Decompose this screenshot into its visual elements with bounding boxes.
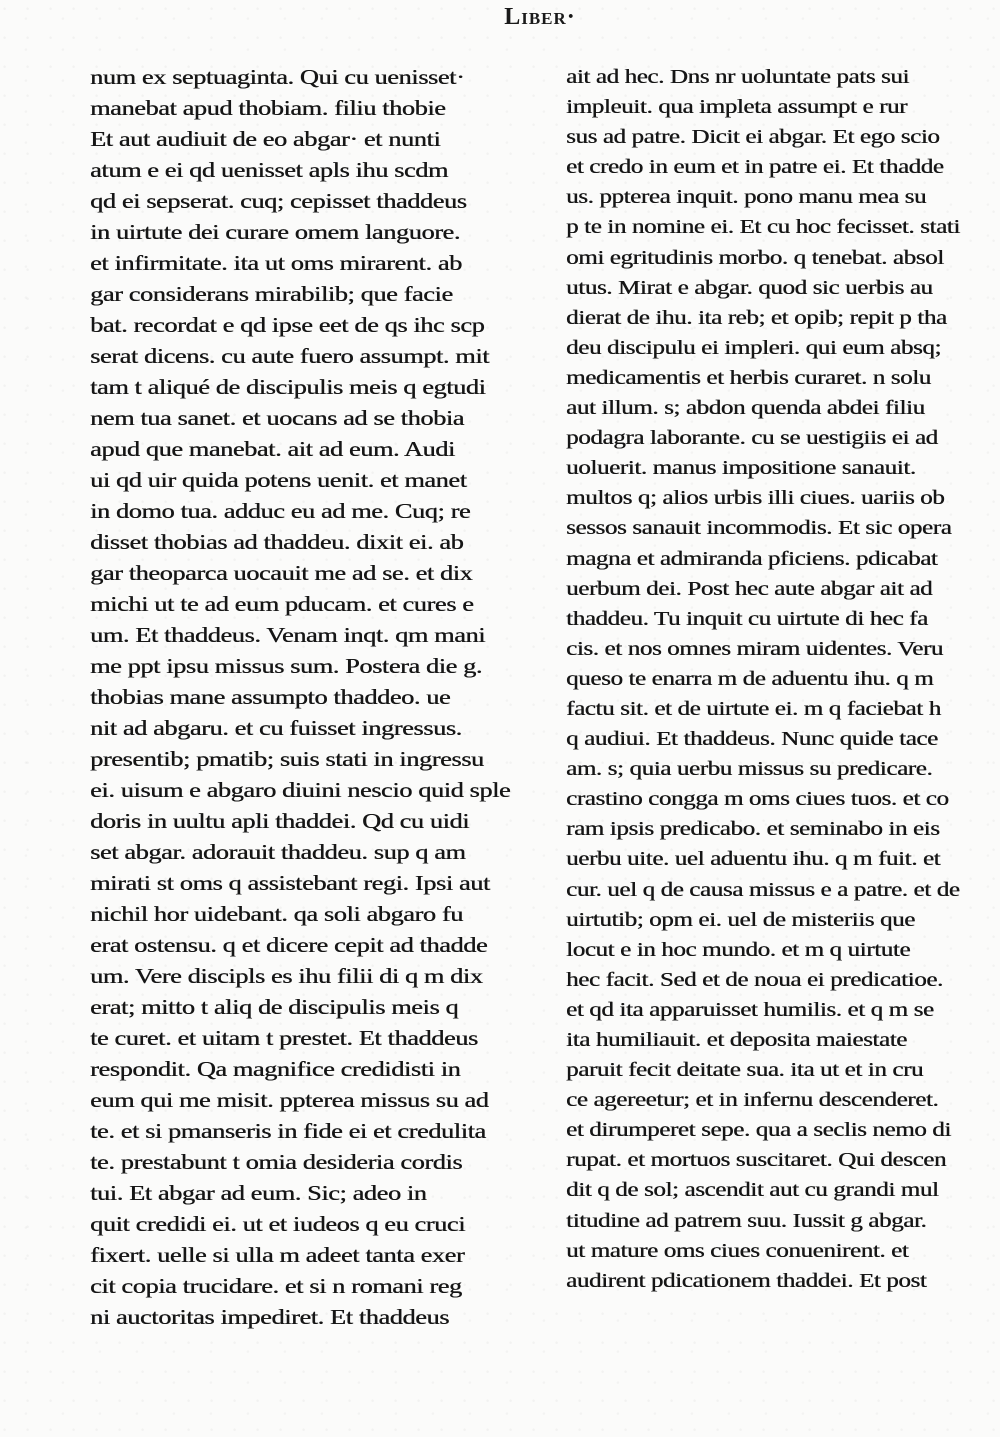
manuscript-line: deu discipulu ei impleri. qui eum absq; bbox=[566, 336, 941, 359]
manuscript-line: Et aut audiuit de eo abgar· et nunti bbox=[90, 127, 441, 151]
manuscript-line: factu sit. et de uirtute ei. m q faciebat h bbox=[566, 697, 941, 720]
manuscript-line: te curet. et uitam t prestet. Et thaddeus bbox=[90, 1026, 478, 1050]
manuscript-line: apud que manebat. ait ad eum. Audi bbox=[90, 437, 455, 461]
manuscript-line: et infirmitate. ita ut oms mirarent. ab bbox=[90, 251, 462, 275]
manuscript-line: te. prestabunt t omia desideria cordis bbox=[90, 1150, 463, 1174]
manuscript-line: te. et si pmanseris in fide ei et credulita bbox=[90, 1119, 486, 1143]
manuscript-line: locut e in hoc mundo. et m q uirtute bbox=[566, 938, 911, 961]
manuscript-line: ita humiliauit. et deposita maiestate bbox=[566, 1029, 907, 1051]
manuscript-line: qd ei sepserat. cuq; cepisset thaddeus bbox=[90, 189, 467, 213]
manuscript-line: hec facit. Sed et de noua ei predicatioe. bbox=[566, 968, 943, 991]
manuscript-line: uoluerit. manus impositione sanauit. bbox=[566, 457, 916, 480]
manuscript-line: ait ad hec. Dns nr uoluntate pats sui bbox=[566, 66, 909, 88]
manuscript-line: thaddeu. Tu inquit cu uirtute di hec fa bbox=[566, 607, 928, 630]
manuscript-line: titudine ad patrem suu. Iussit g abgar. bbox=[566, 1209, 927, 1232]
manuscript-line: am. s; quia uerbu missus su predicare. bbox=[566, 758, 933, 781]
manuscript-line: nem tua sanet. et uocans ad se thobia bbox=[90, 406, 464, 430]
manuscript-line: medicamentis et herbis curaret. n solu bbox=[566, 366, 931, 389]
manuscript-line: rupat. et mortuos suscitaret. Qui descen bbox=[566, 1149, 947, 1172]
manuscript-line: p te in nomine ei. Et cu hoc fecisset. stati bbox=[566, 216, 960, 239]
running-title-text: Liber· bbox=[504, 4, 576, 30]
manuscript-line: et credo in eum et in patre ei. Et thadde bbox=[566, 156, 944, 179]
manuscript-line: omi egritudinis morbo. q tenebat. absol bbox=[566, 246, 944, 269]
manuscript-line: dierat de ihu. ita reb; et opib; repit p tha bbox=[566, 306, 947, 329]
manuscript-line: crastino congga m oms ciues tuos. et co bbox=[566, 788, 949, 811]
manuscript-line: ce agereetur; et in infernu descenderet. bbox=[566, 1089, 939, 1112]
manuscript-line: q audiui. Et thaddeus. Nunc quide tace bbox=[566, 728, 938, 751]
manuscript-line: et qd ita apparuisset humilis. et q m se bbox=[566, 998, 934, 1021]
manuscript-line: nichil hor uidebant. qa soli abgaro fu bbox=[90, 902, 463, 926]
manuscript-line: cis. et nos omnes miram uidentes. Veru bbox=[566, 637, 943, 660]
manuscript-line: respondit. Qa magnifice credidisti in bbox=[90, 1057, 461, 1081]
manuscript-line: um. Vere discipls es ihu filii di q m dix bbox=[90, 964, 483, 988]
right-text-column bbox=[566, 62, 998, 1296]
manuscript-line: ram ipsis predicabo. et seminabo in eis bbox=[566, 818, 940, 841]
manuscript-line: thobias mane assumpto thaddeo. ue bbox=[90, 685, 451, 709]
manuscript-line: manebat apud thobiam. filiu thobie bbox=[90, 96, 446, 120]
manuscript-line: tam t aliqué de discipulis meis q egtudi bbox=[90, 375, 486, 399]
manuscript-line: doris in uultu apli thaddei. Qd cu uidi bbox=[90, 809, 470, 833]
manuscript-line: tui. Et abgar ad eum. Sic; adeo in bbox=[90, 1181, 427, 1205]
manuscript-line: et dirumperet sepe. qua a seclis nemo di bbox=[566, 1119, 951, 1142]
manuscript-line: aut illum. s; abdon quenda abdei filiu bbox=[566, 397, 925, 420]
manuscript-line: gar theoparca uocauit me ad se. et dix bbox=[90, 561, 473, 585]
manuscript-line: in domo tua. adduc eu ad me. Cuq; re bbox=[90, 499, 471, 523]
manuscript-line: ut mature oms ciues conuenirent. et bbox=[566, 1239, 909, 1262]
manuscript-line: cit copia trucidare. et si n romani reg bbox=[90, 1274, 462, 1298]
manuscript-line: ei. uisum e abgaro diuini nescio quid sple bbox=[90, 778, 511, 802]
manuscript-line: erat; mitto t aliq de discipulis meis q bbox=[90, 995, 459, 1019]
manuscript-line: audirent pdicationem thaddei. Et post bbox=[566, 1269, 927, 1292]
manuscript-line: michi ut te ad eum pducam. et cures e bbox=[90, 592, 474, 616]
manuscript-line: ui qd uir quida potens uenit. et manet bbox=[90, 468, 467, 492]
manuscript-line: num ex septuaginta. Qui cu uenisset· bbox=[90, 65, 465, 89]
manuscript-line: sessos sanauit incommodis. Et sic opera bbox=[566, 517, 952, 540]
manuscript-line: uerbu uite. uel aduentu ihu. q m fuit. et bbox=[566, 848, 941, 871]
manuscript-line: mirati st oms q assistebant regi. Ipsi aut bbox=[90, 871, 490, 895]
manuscript-line: paruit fecit deitate sua. ita ut et in cru bbox=[566, 1059, 924, 1082]
manuscript-line: disset thobias ad thaddeu. dixit ei. ab bbox=[90, 530, 464, 554]
left-text-column bbox=[90, 62, 530, 1333]
manuscript-line: queso te enarra m de aduentu ihu. q m bbox=[566, 667, 934, 690]
manuscript-line: fixert. uelle si ulla m adeet tanta exer bbox=[90, 1243, 465, 1267]
manuscript-line: magna et admiranda pficiens. pdicabat bbox=[566, 547, 938, 570]
manuscript-line: quit credidi ei. ut et iudeos q eu cruci bbox=[90, 1212, 465, 1236]
manuscript-line: presentib; pmatib; suis stati in ingressu bbox=[90, 747, 484, 771]
manuscript-line: me ppt ipsu missus sum. Postera die g. bbox=[90, 654, 482, 678]
manuscript-line: nit ad abgaru. et cu fuisset ingressus. bbox=[90, 716, 462, 740]
manuscript-line: cur. uel q de causa missus e a patre. et de bbox=[566, 878, 960, 901]
manuscript-line: uirtutib; opm ei. uel de misteriis que bbox=[566, 908, 915, 931]
manuscript-line: multos q; alios urbis illi ciues. uariis ob bbox=[566, 487, 945, 510]
manuscript-line: bat. recordat e qd ipse eet de qs ihc scp bbox=[90, 313, 485, 337]
manuscript-line: erat ostensu. q et dicere cepit ad thadde bbox=[90, 933, 488, 957]
manuscript-line: uerbum dei. Post hec aute abgar ait ad bbox=[566, 577, 933, 600]
manuscript-line: gar considerans mirabilib; que facie bbox=[90, 282, 453, 306]
manuscript-line: in uirtute dei curare omem languore. bbox=[90, 220, 460, 244]
manuscript-line: serat dicens. cu aute fuero assumpt. mit bbox=[90, 344, 490, 368]
manuscript-line: dit q de sol; ascendit aut cu grandi mul bbox=[566, 1179, 939, 1202]
manuscript-line: podagra laborante. cu se uestigiis ei ad bbox=[566, 427, 938, 450]
manuscript-line: um. Et thaddeus. Venam inqt. qm mani bbox=[90, 623, 486, 647]
manuscript-line: eum qui me misit. ppterea missus su ad bbox=[90, 1088, 489, 1112]
manuscript-line: sus ad patre. Dicit ei abgar. Et ego scio bbox=[566, 126, 940, 149]
manuscript-line: set abgar. adorauit thaddeu. sup q am bbox=[90, 840, 466, 864]
running-title bbox=[0, 4, 1000, 31]
manuscript-line: atum e ei qd uenisset apls ihu scdm bbox=[90, 158, 448, 182]
manuscript-line: ni auctoritas impediret. Et thaddeus bbox=[90, 1305, 450, 1329]
manuscript-line: impleuit. qua impleta assumpt e rur bbox=[566, 96, 907, 119]
manuscript-line: us. ppterea inquit. pono manu mea su bbox=[566, 186, 927, 209]
manuscript-line: utus. Mirat e abgar. quod sic uerbis au bbox=[566, 276, 933, 299]
